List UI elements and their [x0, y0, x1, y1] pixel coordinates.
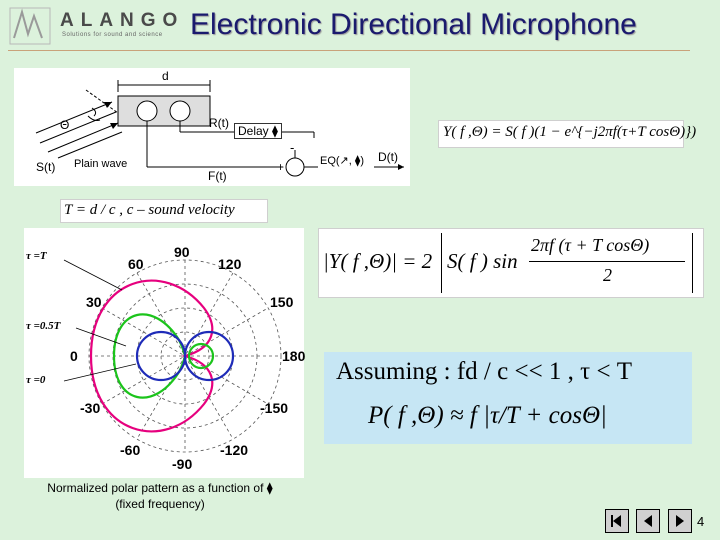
polar-pattern-plot: [24, 228, 304, 478]
abs-bar-right: [692, 233, 693, 293]
logo-tagline: Solutions for sound and science: [62, 32, 163, 38]
minus-sign: -: [290, 140, 295, 155]
legend-tau-T: τ =T: [26, 250, 47, 262]
abs-y-equation-box: [318, 228, 704, 298]
summing-node-icon: [286, 158, 304, 176]
first-slide-button[interactable]: [605, 509, 629, 533]
page-number: 4: [697, 514, 705, 529]
p-line: P( f ,Θ) ≈ f |τ/T + cosΘ|: [368, 402, 607, 429]
caption-line-2: (fixed frequency): [115, 497, 205, 511]
first-slide-icon: [606, 510, 628, 532]
angle-label-150: 150: [270, 294, 294, 310]
angle-label-120: 120: [218, 256, 242, 272]
title-divider: [8, 50, 690, 51]
tau-definition: T = d / c , c – sound velocity: [64, 202, 235, 218]
fraction-bar: [529, 261, 685, 262]
polar-plot-svg: [24, 228, 304, 478]
r-signal-label: R(t): [209, 116, 229, 130]
theta-label: Θ: [60, 118, 70, 132]
abs-y-s-sin: S( f ) sin: [447, 249, 518, 273]
plane-wave-label: Plain wave: [74, 158, 128, 170]
previous-slide-button[interactable]: [636, 509, 660, 533]
next-slide-button[interactable]: [668, 509, 692, 533]
microphone-block-diagram: [14, 68, 410, 186]
y-equation-box: [438, 120, 697, 148]
angle-label-neg60: -60: [120, 442, 141, 458]
abs-y-denominator: 2: [603, 265, 612, 285]
next-slide-icon: [669, 510, 691, 532]
abs-bar-left: [441, 233, 442, 293]
legend-tau-0: τ =0: [26, 374, 46, 386]
legend-tau-half-T: τ =0.5T: [26, 320, 61, 332]
previous-slide-icon: [637, 510, 659, 532]
angle-label-neg90: -90: [172, 456, 193, 472]
angle-label-30: 30: [86, 294, 102, 310]
angle-label-90: 90: [174, 244, 190, 260]
eq-block: EQ(↗, ⧫): [318, 155, 366, 168]
slide-navigation: [605, 509, 695, 533]
s-signal-label: S(t): [36, 160, 56, 174]
delay-block: Delay ⧫: [234, 123, 282, 139]
caption-line-1: Normalized polar pattern as a function of ⧫: [47, 481, 273, 495]
d-output-label: D(t): [378, 150, 398, 164]
y-equation: Y( f ,Θ) = S( f )(1 − e^{−j2πf(τ+T cosΘ)}): [443, 124, 697, 140]
angle-label-180: 180: [282, 348, 306, 364]
abs-y-numerator: 2πf (τ + T cosΘ): [531, 235, 650, 255]
mic-1-icon: [137, 101, 157, 121]
angle-label-60: 60: [128, 256, 144, 272]
logo-wordmark: ALANGO: [60, 10, 185, 31]
assuming-line: Assuming : fd / c << 1 , τ < T: [336, 358, 633, 385]
plus-sign: +: [277, 160, 285, 174]
slide-title: Electronic Directional Microphone: [190, 8, 637, 41]
polar-caption: [20, 480, 300, 512]
d-label: d: [162, 69, 169, 83]
angle-label-neg150: -150: [260, 400, 289, 416]
mic-2-icon: [170, 101, 190, 121]
abs-y-lhs: |Y( f ,Θ)| = 2: [323, 249, 433, 273]
f-signal-label: F(t): [208, 169, 227, 183]
tau-definition-box: [60, 199, 268, 223]
angle-label-0: 0: [70, 348, 78, 364]
logo-mark-icon: [8, 6, 58, 46]
angle-label-neg30: -30: [80, 400, 101, 416]
mic-housing: [118, 96, 210, 126]
angle-label-neg120: -120: [220, 442, 249, 458]
assumption-box: [324, 352, 692, 444]
